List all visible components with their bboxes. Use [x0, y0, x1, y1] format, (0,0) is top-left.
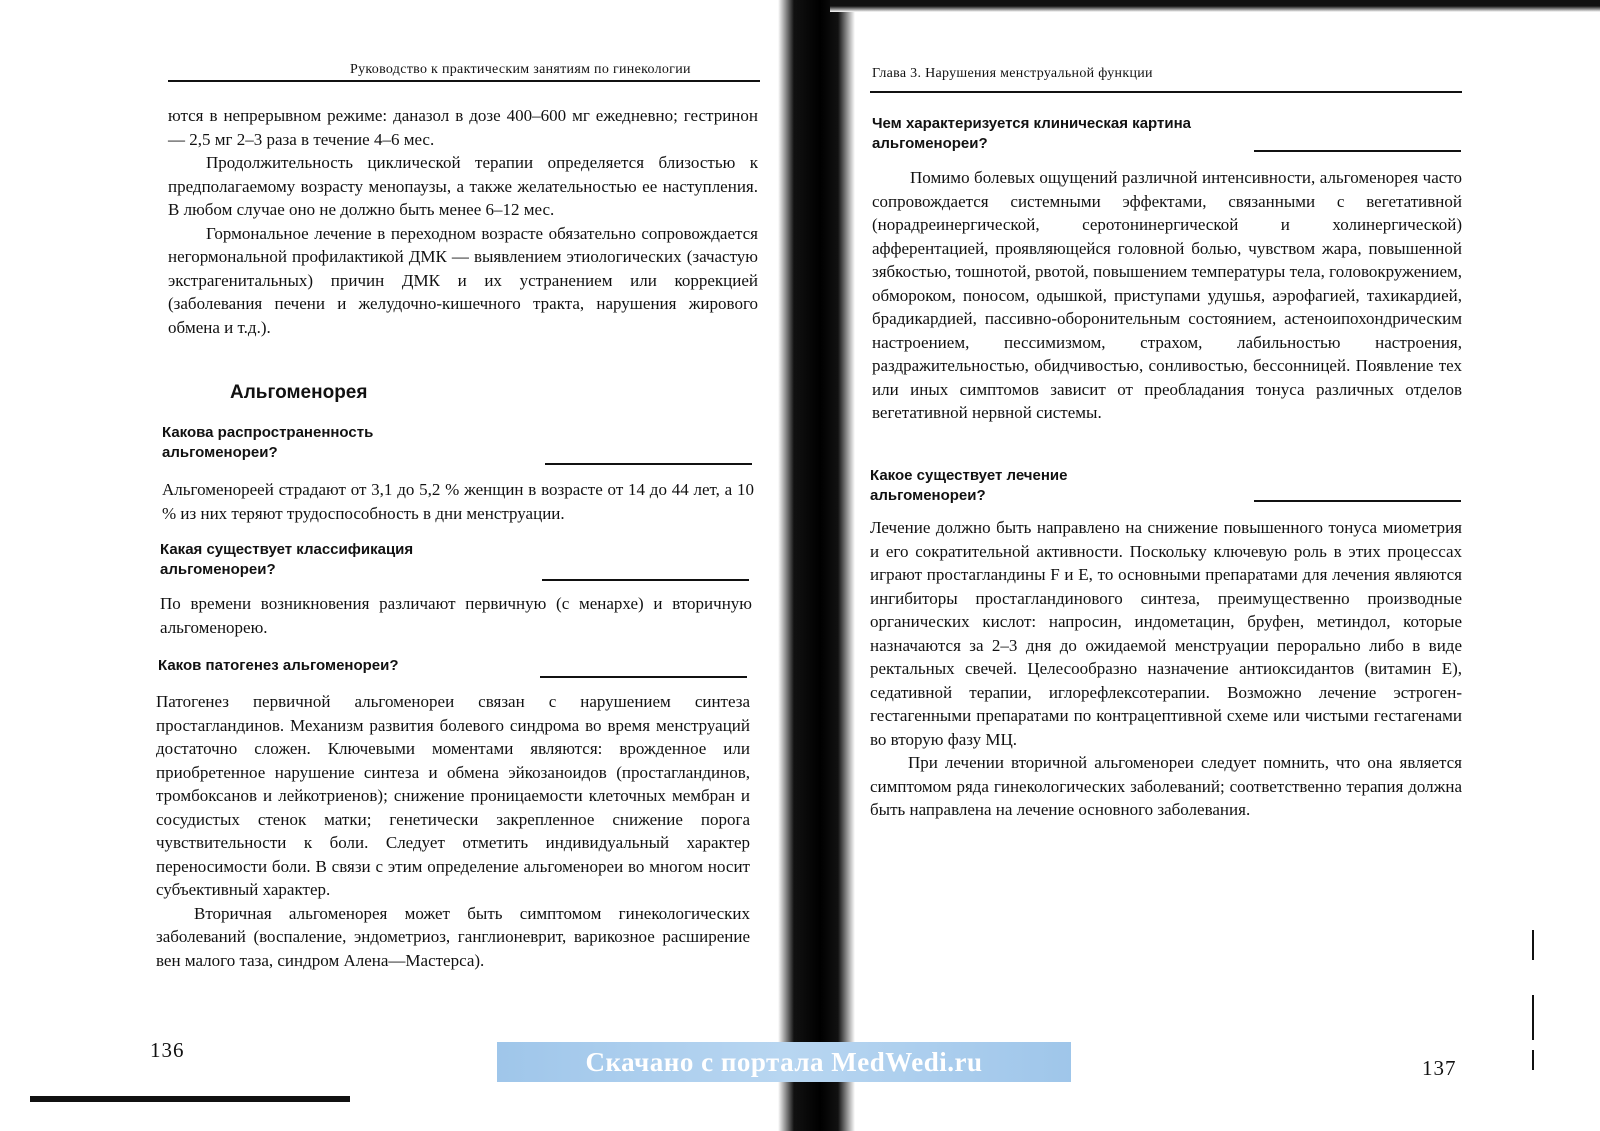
paragraph: Помимо болевых ощущений различной интенсивности, альгоменорея часто сопровождается системными эффектами, связанными с вегетативной (норадреинергической, серотонинергической и холинергической) афферентацией, проявляющейся головной болью, чувством жара, повышенной зябкостью, тошнотой, рвотой, повышением температуры тела, головокружением, обмороком, поносом, одышкой, приступами удушья, аэрофагией, тахикардией, брадикардией, пассивно-оборонительным состоянием, астеноипохондрическим настроением, пессимизмом, страхом, лабильностью настроения, раздражительностью, обидчивостью, сонливостью, бессонницей. Появление тех или иных симптомов зависит от преобладания тонуса различных отделов вегетативной нервной системы. — [872, 168, 1462, 422]
paragraph: Альгоменореей страдают от 3,1 до 5,2 % женщин в возрасте от 14 до 44 лет, а 10 % из них теряют трудоспособность в дни менструации. — [162, 480, 754, 523]
bottom-edge-shadow — [30, 1096, 350, 1102]
intro-text — [168, 104, 758, 339]
section-title: Альгоменорея — [230, 382, 368, 403]
paragraph: Продолжительность циклической терапии определяется близостью к предполагаемому возрасту менопаузы, а также желательностью ее наступления. В любом случае оно не должно быть менее 6–12 мес. — [168, 153, 758, 219]
top-edge-shadow — [830, 0, 1600, 12]
book-gutter-shadow — [760, 0, 865, 1131]
question-heading: Каков патогенез альгоменореи? — [158, 657, 399, 674]
download-watermark: Скачано с портала MedWedi.ru — [497, 1042, 1071, 1082]
paragraph: При лечении вторичной альгоменореи следует помнить, что она является симптомом ряда гинекологических заболеваний; соответственно терапия должна быть направлена на лечение основного заболевания. — [870, 753, 1462, 819]
scan-edge-mark — [1532, 930, 1534, 960]
answer-text — [872, 166, 1462, 425]
paragraph: Лечение должно быть направлено на снижение повышенного тонуса миометрия и его сократительной активности. Поскольку ключевую роль в этих процессах играют простагландины F и E, то основными препаратами для лечения являются ингибиторы простагландинового синтеза, преимущественно производные органических кислот: напросин, индометацин, бруфен, метиндол, которые назначаются за 2–3 дня до ожидаемой менструации перорально либо в виде ректальных свечей. Целесообразно назначение антиоксидантов (витамин E), седативной терапии, иглорефлексотерапии. Возможно лечение эстроген-гестагенными препаратами по контрацептивной схеме или чистыми гестагенами во вторую фазу МЦ. — [870, 518, 1462, 749]
answer-text — [870, 516, 1462, 822]
answer-text — [156, 690, 750, 972]
question-rule — [1254, 150, 1461, 152]
scan-edge-mark — [1532, 1050, 1534, 1070]
question-rule — [545, 463, 752, 465]
header-rule — [870, 91, 1462, 93]
scan-edge-mark — [1532, 995, 1534, 1040]
header-rule — [168, 80, 760, 82]
paragraph: Гормональное лечение в переходном возрасте обязательно сопровождается негормональной профилактикой ДМК — выявлением этиологических (зачастую экстрагенитальных) причин ДМК и их устранением или коррекцией (заболевания печени и желудочно-кишечного тракта, нарушения жирового обмена и т.д.). — [168, 223, 758, 337]
running-head: Руководство к практическим занятиям по гинекологии — [350, 62, 691, 77]
page-number: 137 — [1422, 1056, 1457, 1080]
question-heading: Чем характеризуется клиническая картина альгоменореи? — [872, 115, 1191, 152]
question-rule — [542, 579, 749, 581]
paragraph: Вторичная альгоменорея может быть симптомом гинекологических заболеваний (воспаление, эндометриоз, ганглионеврит, варикозное расширение вен малого таза, синдром Алена—Мастерса). — [156, 903, 750, 970]
paragraph: ются в непрерывном режиме: даназол в дозе 400–600 мг ежедневно; гестринон — 2,5 мг 2–3 раза в течение 4–6 мес. — [168, 106, 758, 149]
answer-text — [162, 478, 754, 525]
answer-text — [160, 592, 752, 639]
question-rule — [540, 676, 747, 678]
question-heading: Какая существует классификация альгоменореи? — [160, 541, 414, 578]
paragraph: По времени возникновения различают первичную (с менархе) и вторичную альгоменорею. — [160, 594, 752, 637]
running-head: Глава 3. Нарушения менструальной функции — [872, 66, 1153, 81]
question-heading: Какое существует лечение альгоменореи? — [870, 467, 1068, 504]
paragraph: Патогенез первичной альгоменореи связан с нарушением синтеза простагландинов. Механизм развития болевого синдрома во время менструаций достаточно сложен. Ключевыми моментами являются: врожденное или приобретенное нарушение синтеза и обмена эйкозаноидов (простагландинов, тромбоксанов и лейкотриенов); снижение проницаемости клеточных мембран и сосудистых стенок матки; генетически закрепленное снижение порога чувствительности к боли. Следует отметить индивидуальный характер переносимости боли. В связи с этим определение альгоменореи во многом носит субъективный характер. — [156, 692, 750, 899]
question-heading: Какова распространенность альгоменореи? — [162, 424, 374, 461]
question-rule — [1254, 500, 1461, 502]
page-number: 136 — [150, 1038, 185, 1062]
